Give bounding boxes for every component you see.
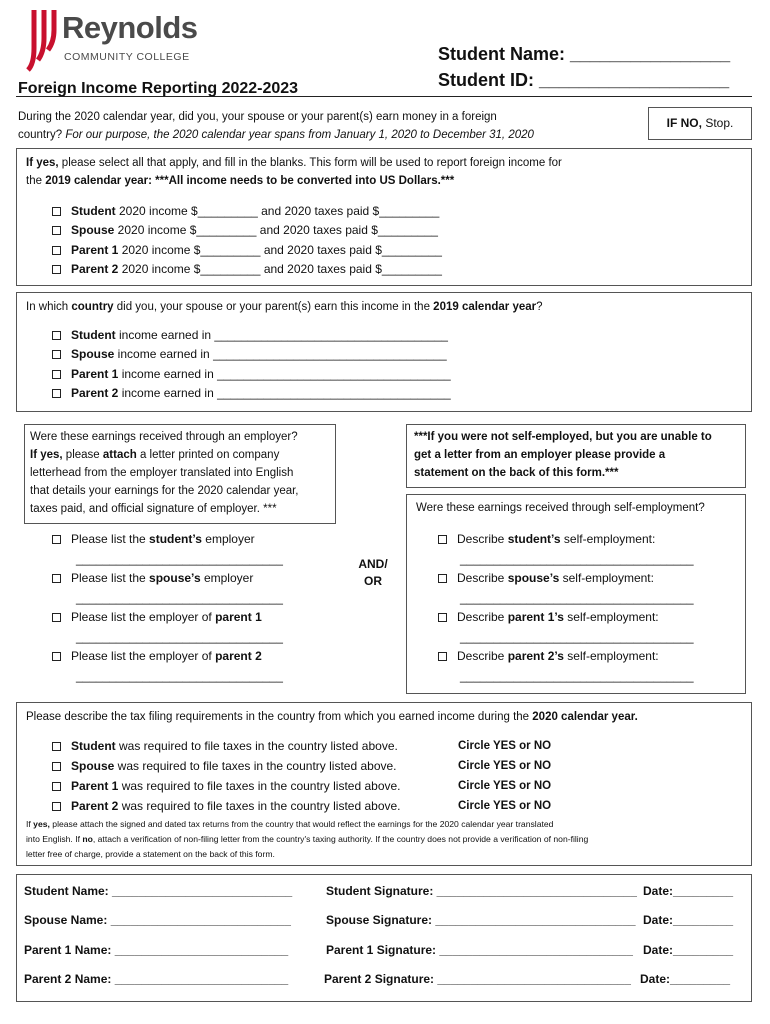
parent2-name-line[interactable]: Parent 2 Name: __________________________ [24, 972, 289, 986]
self-emp-item-parent1[interactable]: Describe parent 1’s self-employment: [438, 610, 659, 624]
checkbox[interactable] [52, 226, 61, 235]
self-emp-item-spouse[interactable]: Describe spouse’s self-employment: [438, 571, 654, 585]
checkbox[interactable] [438, 535, 447, 544]
checkbox[interactable] [52, 652, 61, 661]
circle-yes-no[interactable]: Circle YES or NO [458, 780, 552, 792]
checkbox[interactable] [52, 246, 61, 255]
self-emp-blank[interactable]: ___________________________________ [460, 591, 694, 605]
self-emp-blank[interactable]: ___________________________________ [460, 552, 694, 566]
header-rule [16, 96, 752, 97]
income-item-parent2[interactable]: Parent 2 2020 income $_________ and 2020 taxes paid $_________ [52, 262, 442, 276]
logo-subtitle: COMMUNITY COLLEGE [64, 51, 190, 63]
spouse-name-line[interactable]: Spouse Name: ___________________________ [24, 913, 291, 927]
checkbox[interactable] [52, 389, 61, 398]
self-employment-question: Were these earnings received through self-employment? [416, 502, 705, 514]
checkbox[interactable] [52, 207, 61, 216]
tax-item-parent1[interactable]: Parent 1 was required to file taxes in the country listed above. [52, 779, 401, 793]
country-item-parent1[interactable]: Parent 1 income earned in ___________________________________ [52, 367, 451, 381]
country-item-student[interactable]: Student income earned in ___________________________________ [52, 328, 448, 342]
checkbox[interactable] [52, 535, 61, 544]
checkbox[interactable] [52, 350, 61, 359]
spouse-date-line[interactable]: Date:_________ [643, 913, 734, 927]
circle-yes-no[interactable]: Circle YES or NO [458, 740, 552, 752]
tax-item-spouse[interactable]: Spouse was required to file taxes in the country listed above. [52, 759, 397, 773]
country-question: In which country did you, your spouse or your parent(s) earn this income in the 2019 calendar year? [26, 301, 543, 313]
checkbox[interactable] [52, 265, 61, 274]
country-item-parent2[interactable]: Parent 2 income earned in ___________________________________ [52, 386, 451, 400]
self-emp-blank[interactable]: ___________________________________ [460, 669, 694, 683]
employer-item-parent1[interactable]: Please list the employer of parent 1 [52, 610, 262, 624]
income-item-spouse[interactable]: Spouse 2020 income $_________ and 2020 taxes paid $_________ [52, 223, 438, 237]
country-item-spouse[interactable]: Spouse income earned in ___________________________________ [52, 347, 447, 361]
checkbox[interactable] [52, 370, 61, 379]
student-name-field[interactable]: Student Name: ________________ [438, 44, 731, 64]
checkbox[interactable] [52, 762, 61, 771]
checkbox[interactable] [52, 331, 61, 340]
circle-yes-no[interactable]: Circle YES or NO [458, 800, 552, 812]
checkbox[interactable] [52, 802, 61, 811]
employer-item-spouse[interactable]: Please list the spouse’s employer [52, 571, 253, 585]
circle-yes-no[interactable]: Circle YES or NO [458, 760, 552, 772]
and-or-label: AND/ OR [358, 557, 388, 588]
checkbox[interactable] [438, 613, 447, 622]
student-signature-line[interactable]: Student Signature: ______________________________ [326, 884, 637, 898]
checkbox[interactable] [438, 652, 447, 661]
parent2-signature-line[interactable]: Parent 2 Signature: _____________________________ [324, 972, 631, 986]
income-item-student[interactable]: Student 2020 income $_________ and 2020 taxes paid $_________ [52, 204, 439, 218]
not-self-employed-note: ***If you were not self-employed, but you are unable to get a letter from an employer please provide a statement on the back of this form.*** [414, 431, 712, 479]
tax-item-student[interactable]: Student was required to file taxes in the country listed above. [52, 739, 398, 753]
parent1-date-line[interactable]: Date:_________ [643, 943, 734, 957]
student-name-line[interactable]: Student Name: ___________________________ [24, 884, 293, 898]
income-instructions: If yes, please select all that apply, and fill in the blanks. This form will be used to report foreign income for the 2019 calendar year: ***All income needs to be converted into US Dollars.*** [26, 157, 562, 187]
checkbox[interactable] [52, 574, 61, 583]
form-title: Foreign Income Reporting 2022-2023 [18, 80, 299, 97]
self-emp-item-parent2[interactable]: Describe parent 2’s self-employment: [438, 649, 659, 663]
tax-note: If yes, please attach the signed and dated tax returns from the country that would reflect the earnings for the 2020 calendar year translated into English. If no, attach a verification of non-filing letter from the country's taxing authority. If the country does not provide a verification of non-filing letter free of charge, provide a statement on the back of this form. [26, 819, 589, 859]
student-date-line[interactable]: Date:_________ [643, 884, 734, 898]
self-emp-blank[interactable]: ___________________________________ [460, 630, 694, 644]
tax-item-parent2[interactable]: Parent 2 was required to file taxes in the country listed above. [52, 799, 401, 813]
checkbox[interactable] [52, 613, 61, 622]
employer-blank[interactable]: _______________________________ [76, 630, 283, 644]
checkbox[interactable] [52, 742, 61, 751]
employer-item-parent2[interactable]: Please list the employer of parent 2 [52, 649, 262, 663]
checkbox[interactable] [438, 574, 447, 583]
employer-item-student[interactable]: Please list the student’s employer [52, 532, 255, 546]
income-item-parent1[interactable]: Parent 1 2020 income $_________ and 2020 taxes paid $_________ [52, 243, 442, 257]
parent2-date-line[interactable]: Date:_________ [640, 972, 731, 986]
parent1-signature-line[interactable]: Parent 1 Signature: _____________________________ [326, 943, 633, 957]
college-logo-icon [26, 8, 60, 72]
parent1-name-line[interactable]: Parent 1 Name: __________________________ [24, 943, 289, 957]
employer-blank[interactable]: _______________________________ [76, 591, 283, 605]
intro-question: During the 2020 calendar year, did you, your spouse or your parent(s) earn money in a foreign country? For our purpose, the 2020 calendar year spans from January 1, 2020 to December 31, 2020 [18, 111, 534, 141]
employer-question: Were these earnings received through an employer? If yes, please attach a letter printed on company letterhead from the employer translated into English that details your earnings for the 2020 calendar year, taxes paid, and official signature of employer. *** [30, 431, 299, 515]
employer-blank[interactable]: _______________________________ [76, 669, 283, 683]
tax-question: Please describe the tax filing requirements in the country from which you earned income during the 2020 calendar year. [26, 711, 638, 723]
spouse-signature-line[interactable]: Spouse Signature: ______________________________ [326, 913, 636, 927]
logo-name: Reynolds [62, 10, 198, 45]
checkbox[interactable] [52, 782, 61, 791]
employer-blank[interactable]: _______________________________ [76, 552, 283, 566]
if-no-box: IF NO, Stop. [648, 107, 752, 140]
self-emp-item-student[interactable]: Describe student’s self-employment: [438, 532, 655, 546]
student-id-field[interactable]: Student ID: ___________________ [438, 70, 730, 90]
